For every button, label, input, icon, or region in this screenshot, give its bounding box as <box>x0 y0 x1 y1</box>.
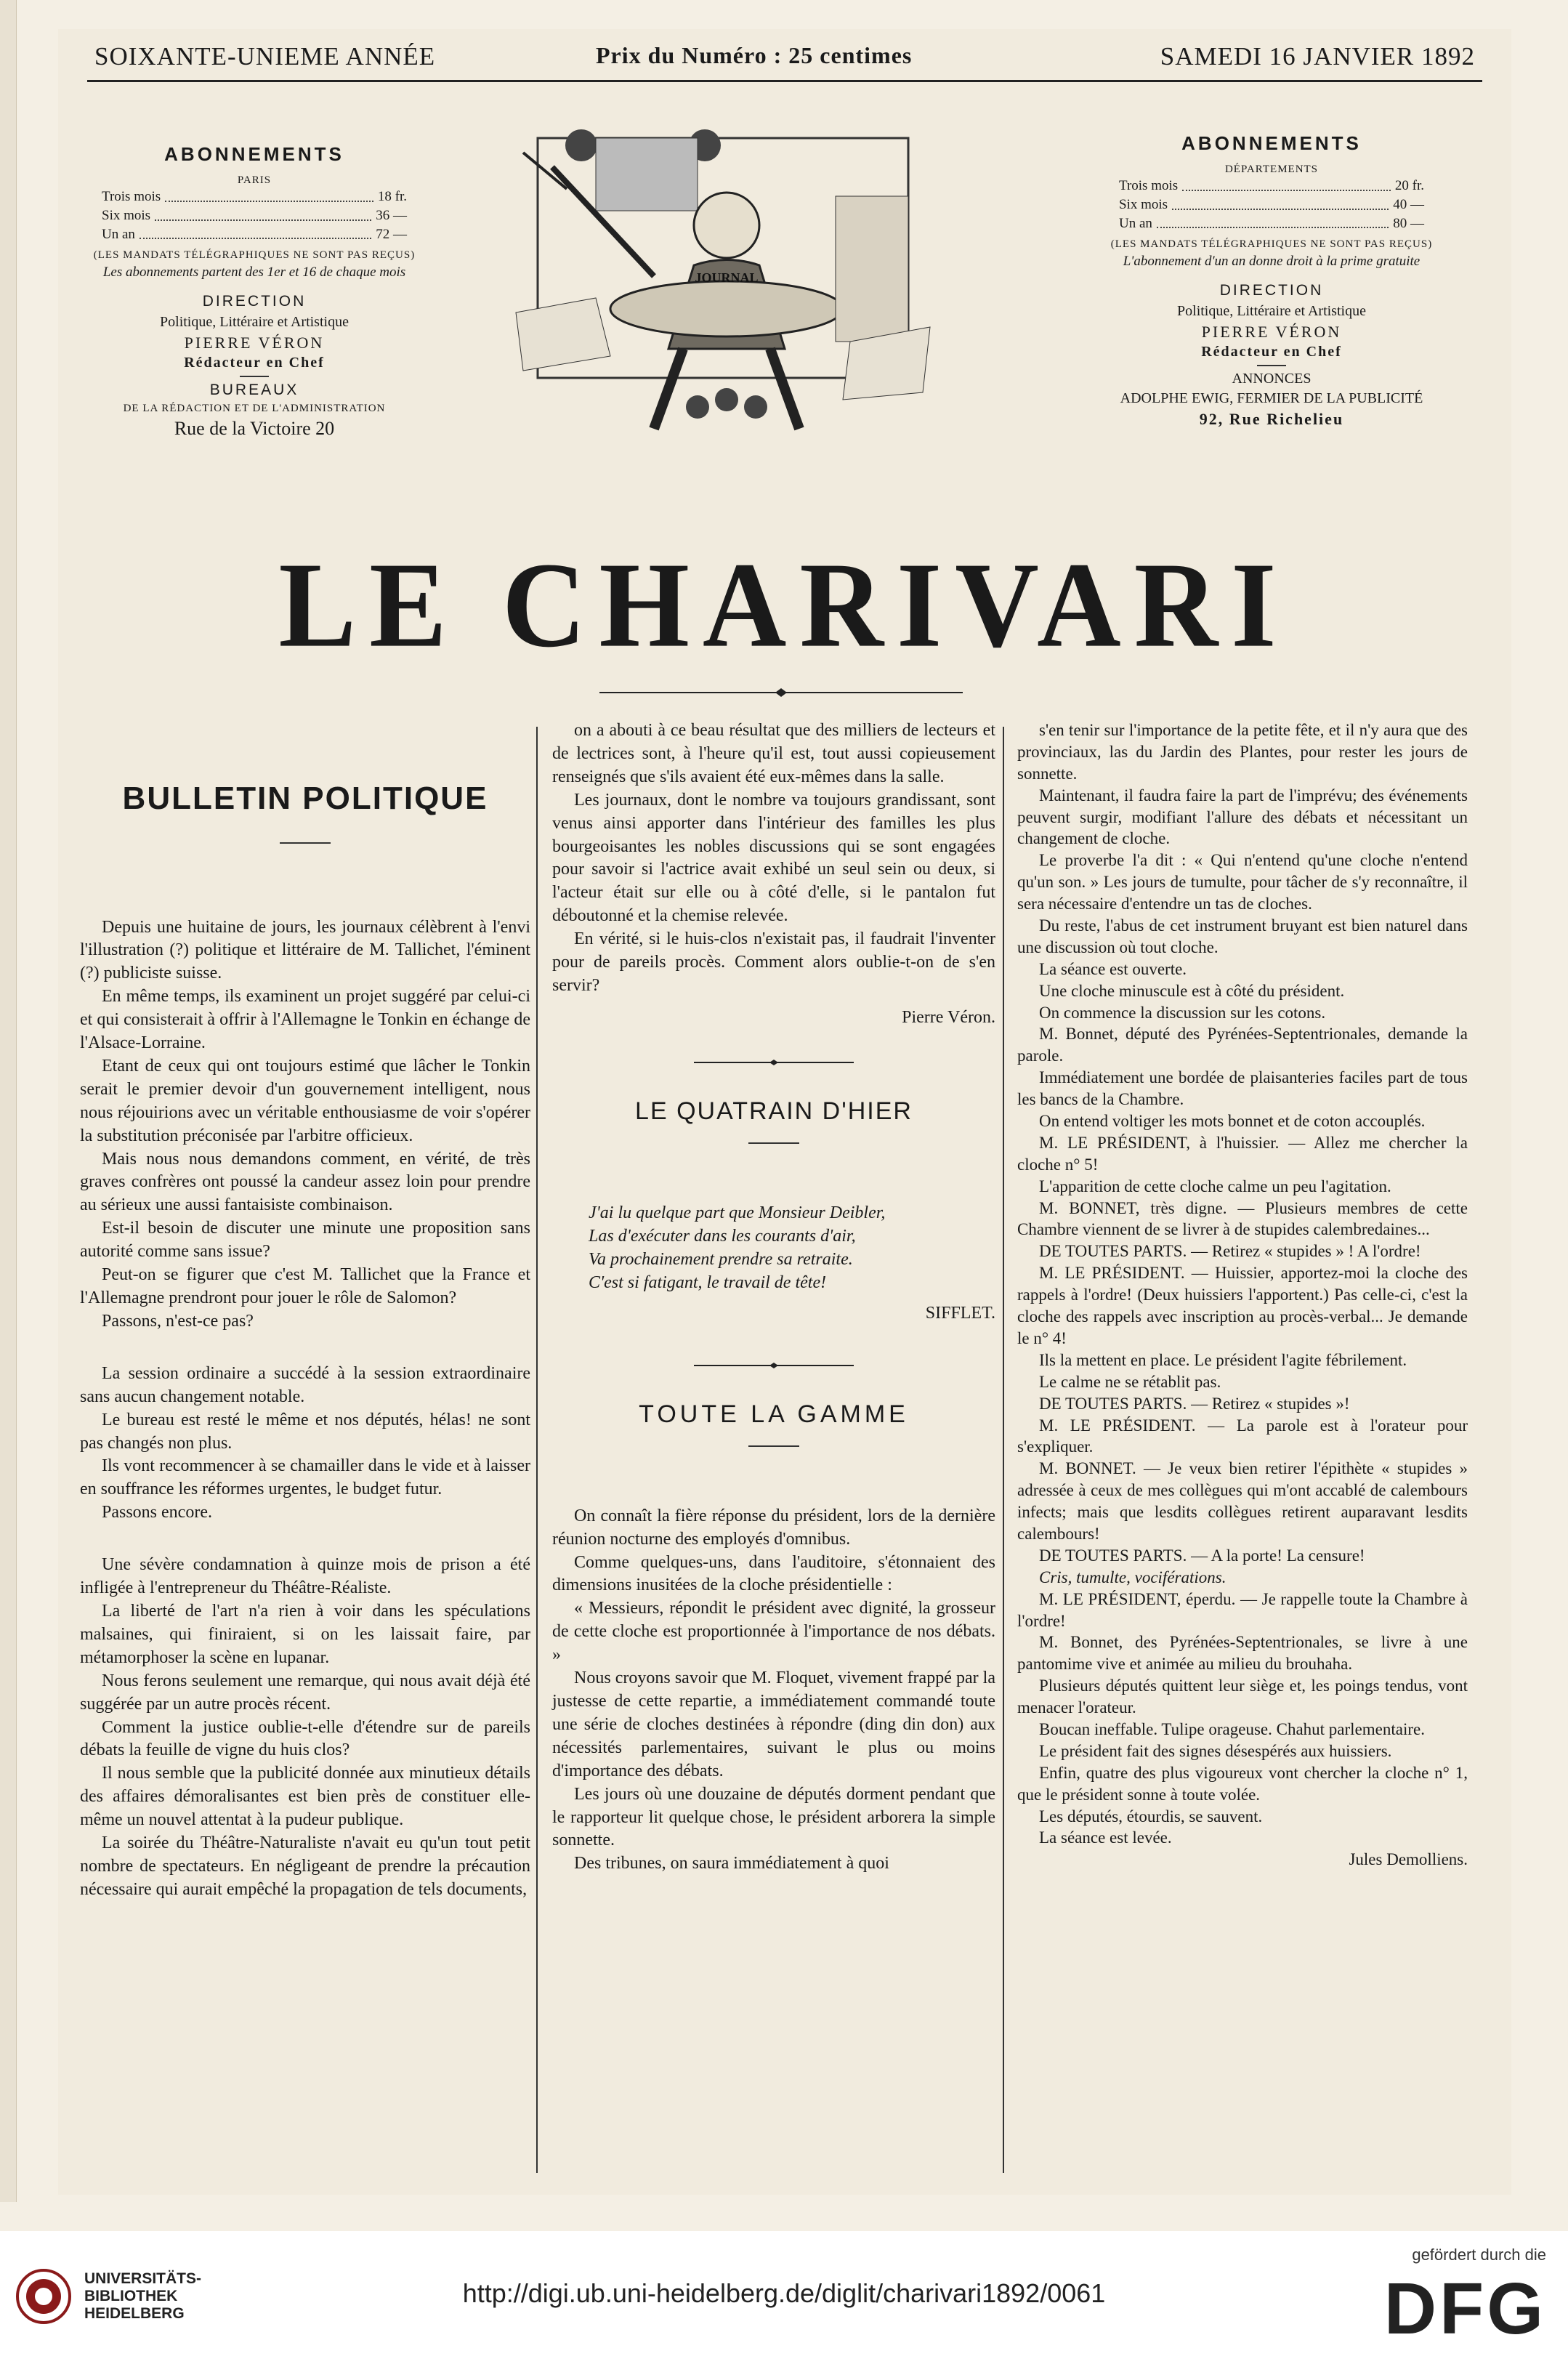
quatrain <box>589 1202 995 1295</box>
paragraph: Le bureau est resté le même et nos députés, hélas! ne sont pas changés non plus. <box>80 1410 530 1453</box>
paragraph: Boucan ineffable. Tulipe orageuse. Chahut parlementaire. <box>1039 1719 1425 1738</box>
paragraph: Cris, tumulte, vociférations. <box>1039 1568 1226 1586</box>
paragraph: M. LE PRÉSIDENT, éperdu. — Je rappelle toute la Chambre à l'ordre! <box>1017 1589 1468 1630</box>
heading-rule <box>280 842 331 844</box>
masthead-year: SOIXANTE-UNIEME ANNÉE <box>94 42 436 70</box>
paragraph: Nous ferons seulement une remarque, qui nous avait déjà été suggérée par un autre procès récent. <box>80 1671 530 1714</box>
paragraph: On entend voltiger les mots bonnet et de coton accouplés. <box>1039 1112 1426 1131</box>
direction-line: Politique, Littéraire et Artistique <box>160 313 349 330</box>
direction-label: DIRECTION <box>202 293 307 310</box>
signature: Jules Demolliens. <box>1349 1850 1468 1869</box>
paragraph: M. BONNET. — Je veux bien retirer l'épithète « stupides » adressée à ceux de mes collègues qui m'ont accablé de calembours infects; mais que lesdits collègues retirent auparavant lesdits calembours! <box>1017 1459 1468 1543</box>
paragraph: M. BONNET, très digne. — Plusieurs membres de cette Chambre viennent de se livrer à de stupides calembredaines... <box>1017 1198 1468 1239</box>
column-rule <box>1003 727 1004 2173</box>
rate-row: Trois mois 20 fr. <box>1119 178 1424 194</box>
paragraph: On connaît la fière réponse du président, lors de la dernière réunion nocturne des employés d'omnibus. <box>552 1506 995 1549</box>
signature: Pierre Véron. <box>902 1007 995 1027</box>
newspaper-title: LE CHARIVARI <box>278 536 1290 673</box>
illustration-banner: JOURNAL <box>695 270 759 285</box>
paragraph: Le calme ne se rétablit pas. <box>1039 1372 1221 1391</box>
paragraph: Une cloche minuscule est à côté du président. <box>1039 981 1345 1000</box>
paragraph: on a abouti à ce beau résultat que des milliers de lecteurs et de lectrices sont, à l'heure qu'il est, tout aussi copieusement renseignés que s'ils avaient été eux-mêmes dans la salle. <box>552 721 995 786</box>
paragraph: Immédiatement une bordée de plaisanteries faciles part de tous les bancs de la Chambre. <box>1017 1068 1468 1109</box>
editor-name: PIERRE VÉRON <box>184 333 325 352</box>
paragraph: Les journaux, dont le nombre va toujours grandissant, sont venus ainsi apporter dans l'intérieur des familles les plus bourgeoisantes les nobles discussions qui se sont engagées pour savoir si l'actrice avait exhibé un seul sein ou deux, si l'acteur était sur elle ou à côté d'elle, si le pantalon fut déboutonné et la chemise relevée. <box>552 790 995 926</box>
paragraph: Des tribunes, on saura immédiatement à quoi <box>574 1854 889 1873</box>
scan-sheet-edge <box>0 0 17 2202</box>
annonces-line: ADOLPHE EWIG, FERMIER DE LA PUBLICITÉ <box>1120 390 1423 407</box>
paragraph: Maintenant, il faudra faire la part de l'imprévu; des événements peuvent surgir, modifiant l'allure des débats et nécessitant un changement de cloche. <box>1017 786 1468 848</box>
paragraph: DE TOUTES PARTS. — A la porte! La censure! <box>1039 1546 1365 1565</box>
paragraph: DE TOUTES PARTS. — Retirez « stupides » ! A l'ordre! <box>1039 1242 1421 1261</box>
paragraph: Comment la justice oublie-t-elle d'étendre sur de pareils débats la feuille de vigne du huis clos? <box>80 1717 530 1760</box>
paragraph: s'en tenir sur l'importance de la petite fête, et il n'y aura que des provinciaux, las du Jardin des Plantes, pour rester les jours de sonnette. <box>1017 721 1468 783</box>
column-rule <box>536 727 538 2173</box>
article-heading: LE QUATRAIN D'HIER <box>635 1097 913 1125</box>
paragraph: Une sévère condamnation à quinze mois de prison a été infligée à l'entrepreneur du Théâtre-Réaliste. <box>80 1555 530 1598</box>
paragraph: Nous croyons savoir que M. Floquet, vivement frappé par la justesse de cette repartie, a immédiatement commandé toute une série de cloches destinées à répondre (ding din don) aux nécessités parlementaires, suivant le plus ou moins d'importance des débats. <box>552 1669 995 1780</box>
editor-role: Rédacteur en Chef <box>1201 344 1342 360</box>
subscription-box-paris <box>80 142 429 441</box>
funded-by-label: gefördert durch die <box>1412 2246 1546 2264</box>
telegraph-note: (LES MANDATS TÉLÉGRAPHIQUES NE SONT PAS REÇUS) <box>93 249 416 262</box>
subscription-box-departements <box>1090 131 1453 430</box>
paragraph: On commence la discussion sur les cotons. <box>1039 1003 1326 1022</box>
paragraph: Peut-on se figurer que c'est M. Tallichet que la France et l'Allemagne prendront pour jouer le rôle de Salomon? <box>80 1265 530 1308</box>
paragraph: Ils la mettent en place. Le président l'agite fébrilement. <box>1039 1350 1407 1369</box>
university-name: UNIVERSITÄTS- BIBLIOTHEK HEIDELBERG <box>84 2270 202 2323</box>
address: 92, Rue Richelieu <box>1199 410 1344 429</box>
article-heading: TOUTE LA GAMME <box>639 1400 909 1428</box>
paragraph: M. LE PRÉSIDENT, à l'huissier. — Allez me chercher la cloche n° 5! <box>1017 1133 1468 1174</box>
paragraph: Le proverbe l'a dit : « Qui n'entend qu'une cloche n'entend qu'un son. » Les jours de tumulte, pour tâcher de s'y reconnaître, il sera nécessaire d'entendre un tas de cloches. <box>1017 851 1468 913</box>
heading-rule <box>748 1142 799 1144</box>
paragraph: M. LE PRÉSIDENT. — Huissier, apportez-moi la cloche des rappels à l'ordre! (Deux huissiers l'apportent.) Pas celle-ci, c'est la cloche des rappels avec inscription au procès-verbal... Je demande le n° 4! <box>1017 1264 1468 1347</box>
paragraph: Les jours où une douzaine de députés dorment pendant que le rapporteur lit quelque chose, le président arborera la simple sonnette. <box>552 1784 995 1850</box>
box-sub: PARIS <box>237 174 272 187</box>
direction-line: Politique, Littéraire et Artistique <box>1177 302 1366 319</box>
paragraph: La soirée du Théâtre-Naturaliste n'avait eu qu'un tout petit nombre de spectateurs. En négligeant de prendre la précaution nécessaire qui aurait empêché la propagation de tels documents, <box>80 1834 530 1899</box>
subscription-note: L'abonnement d'un an donne droit à la prime gratuite <box>1123 253 1421 269</box>
box-heading: ABONNEMENTS <box>1181 132 1362 154</box>
direction-label: DIRECTION <box>1219 282 1324 299</box>
paragraph: Ils vont recommencer à se chamailler dans le vide et à laisser en souffrance les réformes urgentes, le budget futur. <box>80 1456 530 1499</box>
box-sub: DÉPARTEMENTS <box>1224 164 1319 176</box>
paragraph: Passons encore. <box>102 1503 212 1522</box>
paragraph: « Messieurs, répondit le président avec dignité, la grosseur de cette cloche est proportionnée à l'importance de nos débats. » <box>552 1599 995 1665</box>
paragraph: En vérité, si le huis-clos n'existait pas, il faudrait l'inventer pour de pareils procès. Comment alors oublie-t-on de s'en servir? <box>552 929 995 995</box>
paragraph: Est-il besoin de discuter une minute une proposition sans autorité comme sans issue? <box>80 1219 530 1262</box>
divider <box>240 376 269 377</box>
paragraph: La séance est ouverte. <box>1039 959 1187 978</box>
paragraph: La liberté de l'art n'a rien à voir dans les spéculations malsaines, qui finiraient, si on les laissait faire, par métamorphoser la scène en lupanar. <box>80 1601 530 1667</box>
annonces-label: ANNONCES <box>1232 371 1312 387</box>
bureaux-label: BUREAUX <box>209 382 299 399</box>
paragraph: Mais nous nous demandons comment, en vérité, de très graves confrères ont poussé la candeur assez loin pour prendre au sérieux une aussi fantaisiste combinaison. <box>80 1149 530 1215</box>
paragraph: Plusieurs députés quittent leur siège et, les poings tendus, vont menacer l'orateur. <box>1017 1677 1468 1717</box>
paragraph: Du reste, l'abus de cet instrument bruyant est bien naturel dans une discussion où tout cloche. <box>1017 916 1468 956</box>
paragraph: En même temps, ils examinent un projet suggéré par celui-ci et qui consisterait à offrir à l'Allemagne le Tonkin en échange de l'Alsace-Lorraine. <box>80 987 530 1053</box>
rate-row: Un an 72 — <box>102 226 407 242</box>
masthead-price: Prix du Numéro : 25 centimes <box>596 42 913 68</box>
rate-row: Six mois 36 — <box>102 207 407 223</box>
paragraph: Comme quelques-uns, dans l'auditoire, s'étonnaient des dimensions inusitées de la cloche présidentielle : <box>552 1552 995 1595</box>
section-ornament <box>694 1059 854 1066</box>
paragraph: Il nous semble que la publicité donnée aux minutieux détails des affaires démoralisantes est bien près de constituer elle-même un nouvel attentat à la pudeur publique. <box>80 1764 530 1830</box>
editor-name: PIERRE VÉRON <box>1201 322 1342 341</box>
paragraph: L'apparition de cette cloche calme un peu l'agitation. <box>1039 1177 1391 1195</box>
box-heading: ABONNEMENTS <box>164 143 344 165</box>
paragraph: Etant de ceux qui ont toujours estimé que lâcher le Tonkin serait le premier devoir d'un gouvernement intelligent, nous nous réjouirions avec un véritable enthousiasme de voir s'opérer la substitution préconisée par l'arbitre officieux. <box>80 1056 530 1145</box>
source-url-link[interactable]: http://digi.ub.uni-heidelberg.de/diglit/charivari1892/0061 <box>462 2278 1106 2308</box>
paragraph: Les députés, étourdis, se sauvent. <box>1039 1807 1263 1826</box>
paragraph: La session ordinaire a succédé à la session extraordinaire sans aucun changement notable. <box>80 1363 530 1406</box>
column-3 <box>1017 719 1468 1871</box>
paragraph: DE TOUTES PARTS. — Retirez « stupides »! <box>1039 1394 1350 1413</box>
rate-row: Trois mois 18 fr. <box>102 189 407 205</box>
editor-role: Rédacteur en Chef <box>184 355 325 371</box>
rate-row: Un an 80 — <box>1119 215 1424 231</box>
rate-row: Six mois 40 — <box>1119 196 1424 212</box>
article-heading: BULLETIN POLITIQUE <box>122 780 488 816</box>
paragraph: Passons, n'est-ce pas? <box>102 1311 254 1331</box>
poem-line: C'est si fatigant, le travail de tête! <box>589 1272 827 1292</box>
masthead-date: SAMEDI 16 JANVIER 1892 <box>1160 42 1475 70</box>
paragraph: M. Bonnet, des Pyrénées-Septentrionales, se livre à une pantomime vive et animée au milieu du brouhaha. <box>1017 1633 1468 1674</box>
poem-line: Va prochainement prendre sa retraite. <box>589 1249 853 1269</box>
poem-line: Las d'exécuter dans les courants d'air, <box>589 1226 856 1246</box>
bureaux-line: DE LA RÉDACTION ET DE L'ADMINISTRATION <box>123 402 386 414</box>
dfg-logo[interactable]: DFG <box>1383 2268 1546 2349</box>
subscription-note: Les abonnements partent des 1er et 16 de chaque mois <box>102 264 406 280</box>
divider <box>1257 365 1286 366</box>
masthead-rule <box>87 80 1482 82</box>
masthead-illustration <box>509 109 937 451</box>
section-ornament <box>694 1362 854 1369</box>
paragraph: M. LE PRÉSIDENT. — La parole est à l'orateur pour s'expliquer. <box>1017 1416 1468 1456</box>
address: Rue de la Victoire 20 <box>174 417 335 439</box>
paragraph: Depuis une huitaine de jours, les journaux célèbrent à l'envi l'illustration (?) politique et littéraire de M. Tallichet, l'éminent (?) publiciste suisse. <box>80 917 530 983</box>
paragraph: Le président fait des signes désespérés aux huissiers. <box>1039 1741 1392 1760</box>
telegraph-note: (LES MANDATS TÉLÉGRAPHIQUES NE SONT PAS REÇUS) <box>1110 238 1433 251</box>
column-1 <box>80 719 530 1902</box>
paragraph: La séance est levée. <box>1039 1828 1172 1847</box>
signature: SIFFLET. <box>925 1303 995 1323</box>
paragraph: Enfin, quatre des plus vigoureux vont chercher la cloche n° 1, que le président sonne à toute volée. <box>1017 1763 1468 1804</box>
poem-line: J'ai lu quelque part que Monsieur Deibler, <box>589 1203 886 1222</box>
paragraph: M. Bonnet, député des Pyrénées-Septentrionales, demande la parole. <box>1017 1025 1468 1065</box>
title-ornament <box>599 687 963 698</box>
column-2 <box>552 719 995 1876</box>
heading-rule <box>748 1445 799 1447</box>
